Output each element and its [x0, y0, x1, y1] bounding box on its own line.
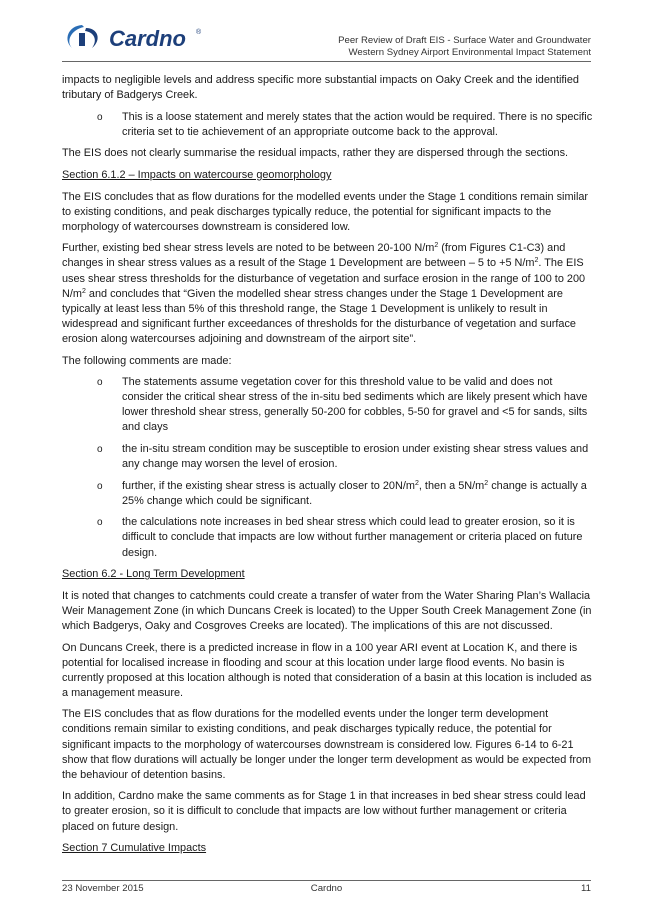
paragraph: On Duncans Creek, there is a predicted increase in flow in a 100 year ARI event at Location K, and there is potential for localised increase in flooding and scour at this location under large flood events. No basin is currently proposed at this location although is noted that consideration of a basin at this location is included as a management measure. — [62, 641, 592, 699]
document-title-line2: Western Sydney Airport Environmental Impact Statement — [348, 46, 591, 58]
bullet-item — [62, 442, 593, 472]
page-number: 11 — [581, 883, 591, 894]
footer-date: 23 November 2015 — [62, 883, 144, 894]
bullet-item — [62, 515, 593, 560]
bullet-text — [122, 480, 587, 507]
text-run: . The EIS uses shear stress thresholds for the disturbance of vegetation and surface erosion in the range of 100 to 200 N/m — [62, 257, 586, 300]
page-header — [0, 0, 653, 70]
text-run: change is actually a 25% change which could be significant. — [122, 479, 587, 507]
section-heading: Section 6.1.2 – Impacts on watercourse geomorphology — [62, 168, 332, 181]
bullet-item — [62, 110, 593, 140]
bullet-text: the calculations note increases in bed shear stress which could lead to greater erosion, so it is difficult to conclude that impacts are low without further management or criteria placed on future design. — [122, 516, 583, 559]
bullet-marker: o — [97, 443, 103, 455]
superscript: 2 — [414, 479, 419, 487]
bullet-list — [62, 110, 593, 140]
paragraph: It is noted that changes to catchments could create a transfer of water from the Water Sharing Plan’s Wallacia Weir Management Zone (in which Duncans Creek is located) to the Upper South Creek Management Zone (in which Badgerys, Oaky and Cosgroves Creeks are located). The implications of this are not discussed. — [62, 589, 592, 632]
svg-text:®: ® — [196, 29, 202, 36]
paragraph: In addition, Cardno make the same comments as for Stage 1 in that increases in bed shear stress could lead to greater erosion, so it is difficult to conclude that impacts are low without further management or criteria placed on future design. — [62, 790, 586, 833]
paragraph: The EIS concludes that as flow durations for the modelled events under the longer term development conditions remain similar to existing conditions, and peak discharges typically reduce, the potential for significant impacts to the morphology of watercourses downstream is considered low. Figures 6-14 to 6-21 show that flow durations will actually be longer under the longer term development as would be expected from the behaviour of detention basins. — [62, 708, 592, 781]
superscript: 2 — [434, 242, 439, 250]
bullet-marker: o — [97, 480, 103, 492]
superscript: 2 — [484, 479, 489, 487]
footer-divider — [62, 880, 591, 881]
section-heading: Section 7 Cumulative Impacts — [62, 842, 207, 855]
svg-text:Cardno: Cardno — [109, 26, 186, 51]
bullet-item — [62, 375, 593, 435]
paragraph: impacts to negligible levels and address specific more substantial impacts on Oaky Creek and the identified tributary of Badgerys Creek. — [62, 74, 579, 102]
header-divider — [62, 61, 591, 62]
bullet-list — [62, 375, 593, 561]
superscript: 2 — [81, 287, 86, 295]
bullet-text: The statements assume vegetation cover for this threshold value to be valid and does not consider the critical shear stress of the in-situ bed sediments which are likely present which have lower threshold shear stress, generally 50-200 for cobbles, 5-50 for gravel and <5 for sands, silts and clays — [122, 376, 588, 434]
text-run: Further, existing bed shear stress levels are noted to be between 20-100 N/m — [62, 242, 435, 255]
text-run: further, if the existing shear stress is actually closer to 20N/m — [122, 479, 415, 492]
cardno-logo — [62, 22, 212, 52]
page-body — [62, 73, 593, 863]
superscript: 2 — [534, 257, 539, 265]
bullet-text: This is a loose statement and merely states that the action would be required. There is no specific criteria set to tie achievement of an appropriate outcome back to the approval. — [122, 110, 593, 138]
document-title-line1: Peer Review of Draft EIS - Surface Water and Groundwater — [338, 35, 591, 46]
text-run: and concludes that “Given the modelled shear stress changes under the Stage 1 Development are typically at least less than 5% of this threshold range, the Stage 1 Development is unlikely to result in widespread and significant further exceedances of thresholds for the disturbance of vegetation and surface erosion along watercourses adjoining and downstream of the airport site”. — [62, 287, 576, 345]
document-title — [338, 35, 591, 58]
text-run: , then a 5N/m — [418, 479, 485, 492]
paragraph: The EIS does not clearly summarise the residual impacts, rather they are dispersed through the sections. — [62, 147, 569, 160]
footer-company: Cardno — [310, 883, 343, 894]
bullet-marker: o — [97, 377, 103, 389]
page-footer — [62, 883, 591, 897]
paragraph: The EIS concludes that as flow durations for the modelled events under the Stage 1 conditions remain similar to existing conditions, and peak discharges typically reduce, the potential for significant impacts to the morphology of watercourses downstream is considered low. — [62, 190, 589, 233]
cardno-logo-icon — [62, 22, 212, 52]
bullet-marker: o — [97, 517, 103, 529]
text-run: (from Figures C1-C3) and changes in shear stress values as a result of the Stage 1 Development are between – 5 to +5 N/m — [62, 242, 566, 270]
section-heading: Section 6.2 - Long Term Development — [62, 568, 245, 581]
paragraph: The following comments are made: — [62, 354, 232, 367]
bullet-marker: o — [97, 111, 103, 123]
paragraph-shear-stress — [62, 241, 593, 347]
bullet-item — [62, 479, 593, 509]
bullet-text: the in-situ stream condition may be susceptible to erosion under existing shear stress values and any change may worsen the level of erosion. — [122, 442, 589, 471]
